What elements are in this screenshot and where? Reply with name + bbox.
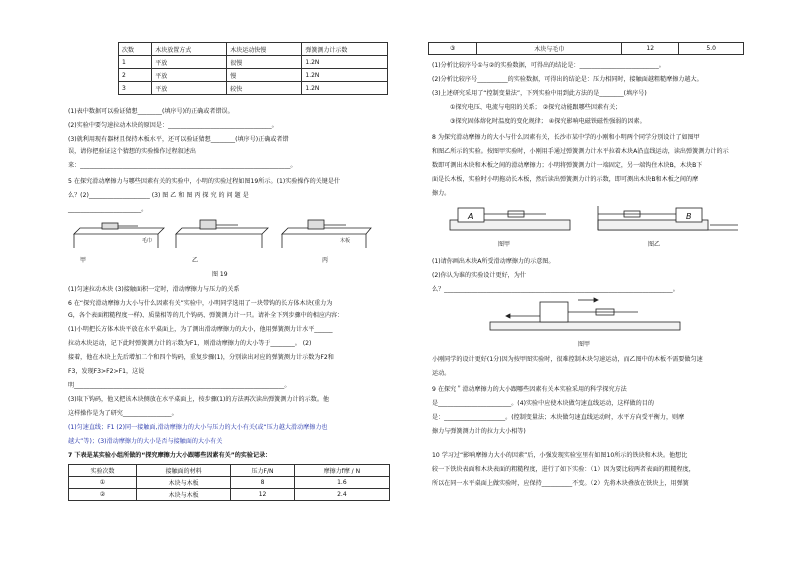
question-line: 9 在探究＂滑动摩擦力的大小跟哪些因素有关本实验采用的科学探究方法 (432, 386, 627, 393)
towel-label: 毛巾 (142, 238, 153, 244)
question-7-intro: 7 下表是某实验小组所做的“探究摩擦力大小跟哪些因素有关”的实验记录： (68, 452, 272, 459)
question-line: ________________________。 (68, 206, 148, 213)
question-line: 来：_____________________________________________________________________。 (68, 162, 297, 169)
experiment-table-2-continued (428, 42, 744, 55)
question-line: 拉动木块运动，记下此时弹簧测力计的示数为F1，则滑动摩擦力的大小等于________。 (2) (68, 340, 312, 347)
question-line: G，各个表面粗糙程度一样)、质量相等的几个钩码、弹簧测力计一只。请补全下列步骤中的相应内容： (68, 312, 344, 319)
block-a-label: A (468, 212, 474, 221)
question-line: 擦力。 (432, 190, 451, 197)
question-line: (2)实验中要匀速拉动木块的原因是：__________________________________。 (68, 122, 278, 129)
figure-jia-force-diagram (488, 294, 688, 352)
figure-caption: 图 19 (212, 271, 228, 278)
answer-line: 运动。 (432, 370, 451, 377)
question-line: (3)就利用现有器材且保持木板水平，还可以验证猜想________(填序号)正确或者错 (68, 136, 289, 143)
answer-line: 小刚同学的设计更好(1分)因为按甲图实验时，很难控制木块匀速运动，而乙图中的木板不需要做匀速 (432, 356, 703, 363)
question-line: 误，请你把验证这个猜想的实验操作过程叙述出 (68, 148, 196, 155)
figure-label-yi: 乙 (192, 257, 199, 264)
answer-line: (1)匀速直线；F1 (2)同一接触面,滑动摩擦力的大小与压力的大小有关(或“压力越大滑动摩擦力也 (68, 424, 328, 431)
question-line: (2)分析比较序号__________的实验数据，可得出的结论是：压力相同时，接触面越粗糙摩擦力越大。 (432, 76, 703, 83)
question-line: 8 为探究滑动摩擦力的大小与什么因素有关，长沙市某中学的小刚和小明两个同学分别设计了如图甲 (432, 134, 700, 141)
figure-label-jia: 甲 (80, 257, 87, 264)
question-line: 明_____________________________________________________________________。 (68, 382, 291, 389)
question-line: 所以在同一水平桌面上做实验时，应保持__________不变。（2）先将木块叠放在铁块上，用弹簧 (432, 480, 689, 487)
table-header-row: 次数 木块放置方式 木块运动快慢 弹簧测力计示数 (119, 43, 388, 56)
question-line: (2)你认为谁的实验设计更好，为什 (432, 272, 526, 279)
table-header-row: 实验次数 接触面的材料 压力F/N 摩擦力f摩 / N (69, 465, 390, 477)
figure-yi-label: 图乙 (648, 241, 661, 248)
question-line: 5 在探究滑动摩擦力与哪些因素有关的实验中，小明的实验过程如图19所示。(1)实验操作的关键是什 (68, 178, 341, 185)
option-line: ①探究电压、电流与电阻的关系； ②探究动能跟哪些因素有关； (450, 104, 622, 111)
table-row: ② 木块与木板 12 2.4 (69, 489, 390, 501)
question-line: 这样操作是为了研究________________。 (68, 410, 178, 417)
figure-caption: 图甲 (578, 341, 591, 348)
answer-line: 越大”等)；(3)滑动摩擦力的大小是否与接触面的大小有关 (68, 438, 223, 445)
option-line: ③探究固体熔化时温度的变化规律； ④探究影响电磁铁磁性强弱的因素。 (450, 118, 646, 125)
board-label: 木板 (340, 238, 351, 244)
question-line: 较一下铁块表面和木块表面的粗糙程度，进行了如下实验：（1）因为要比较两者表面的粗糙程度， (432, 466, 695, 473)
question-line: (1)请你画出木块A所受滑动摩擦力的示意图。 (432, 258, 555, 265)
question-line: 6 在“探究滑动摩擦力大小与什么因素有关”实验中，小明同学选用了一块带钩的长方体木块(重力为 (68, 300, 333, 307)
block-b-label: B (686, 212, 692, 221)
question-line: 数即可测出木块和木板之间的滑动摩擦力；小明将弹簧测力计一端固定，另一端钩住木块B，木块B下 (432, 162, 703, 169)
experiment-table-2 (68, 464, 390, 501)
question-line: (3)上述研究采用了“控制变量法”，下列实验中用到此方法的是________(填序号) (432, 90, 647, 97)
question-line: 么？___________________________________________________________________________。 (432, 286, 679, 293)
question-line: (3)取下钩码，他又把该木块侧放在水平桌面上，按步骤(1)的方法再次读出弹簧测力计的示数。他 (68, 396, 330, 403)
question-line: (1)表中数据可以验证猜想________(填序号)的正确或者错误。 (68, 108, 234, 115)
table-row: 1 平放 很慢 1.2N (119, 56, 388, 69)
table-row: ③ 木块与毛巾 12 5.0 (429, 43, 744, 55)
question-line: 和图乙所示的实验。按图甲实验时，小刚用手通过弹簧测力计水平拉着木块A沿直线运动，读出弹簧测力计的示 (432, 148, 729, 155)
figure-19-diagram (72, 214, 372, 282)
question-line: 面是长木板，实验时小明拖动长木板，然后读出弹簧测力计的示数，即可测出木块B和木板之间的摩 (432, 176, 699, 183)
question-line: (1)小明把长方体木块平放在水平桌面上，为了测出滑动摩擦力的大小，他用弹簧测力计水平______ (68, 326, 333, 333)
question-line: 是：____________________。(控制变量法；木块做匀速直线运动时，水平方向受平衡力，则摩 (432, 414, 685, 421)
question-line: 接着，他在木块上先后增加二个和四个钩码，重复步骤(1)，分别读出对应的弹簧测力计示数为F2和 (68, 354, 334, 361)
table-row: 2 平放 慢 1.2N (119, 69, 388, 82)
figure-jia-label: 图甲 (498, 241, 511, 248)
figure-jia-yi-diagram (448, 198, 744, 256)
figure-label-bing: 丙 (322, 257, 329, 264)
question-line: (1)分析比较序号①与②的实验数据，可得出的结论是：__________________________。 (432, 62, 665, 69)
answer-line: (1)匀速拉动木块 (3)接触面积一定时，滑动摩擦力与压力的关系 (68, 286, 240, 293)
question-line: 是________________________。(4)实验中应使木块做匀速直线运动，这样做的目的 (432, 400, 654, 407)
question-line: 擦力与弹簧测力计的拉力大小相等) (432, 428, 526, 435)
question-line: 么？(2)____________________ (3) 图 乙 和 图 丙 探 究 的 问 题 是 (68, 192, 249, 199)
question-line: F3，发现F3>F2>F1，这说 (68, 368, 145, 375)
question-line: 10 学习过“影响摩擦力大小的因素”后，小强发现实验室里有如图10所示的铁块和木块。他想比 (432, 452, 688, 459)
experiment-table-1 (118, 42, 388, 95)
table-row: ① 木块与木板 8 1.6 (69, 477, 390, 489)
table-row: 3 平放 较快 1.2N (119, 82, 388, 95)
